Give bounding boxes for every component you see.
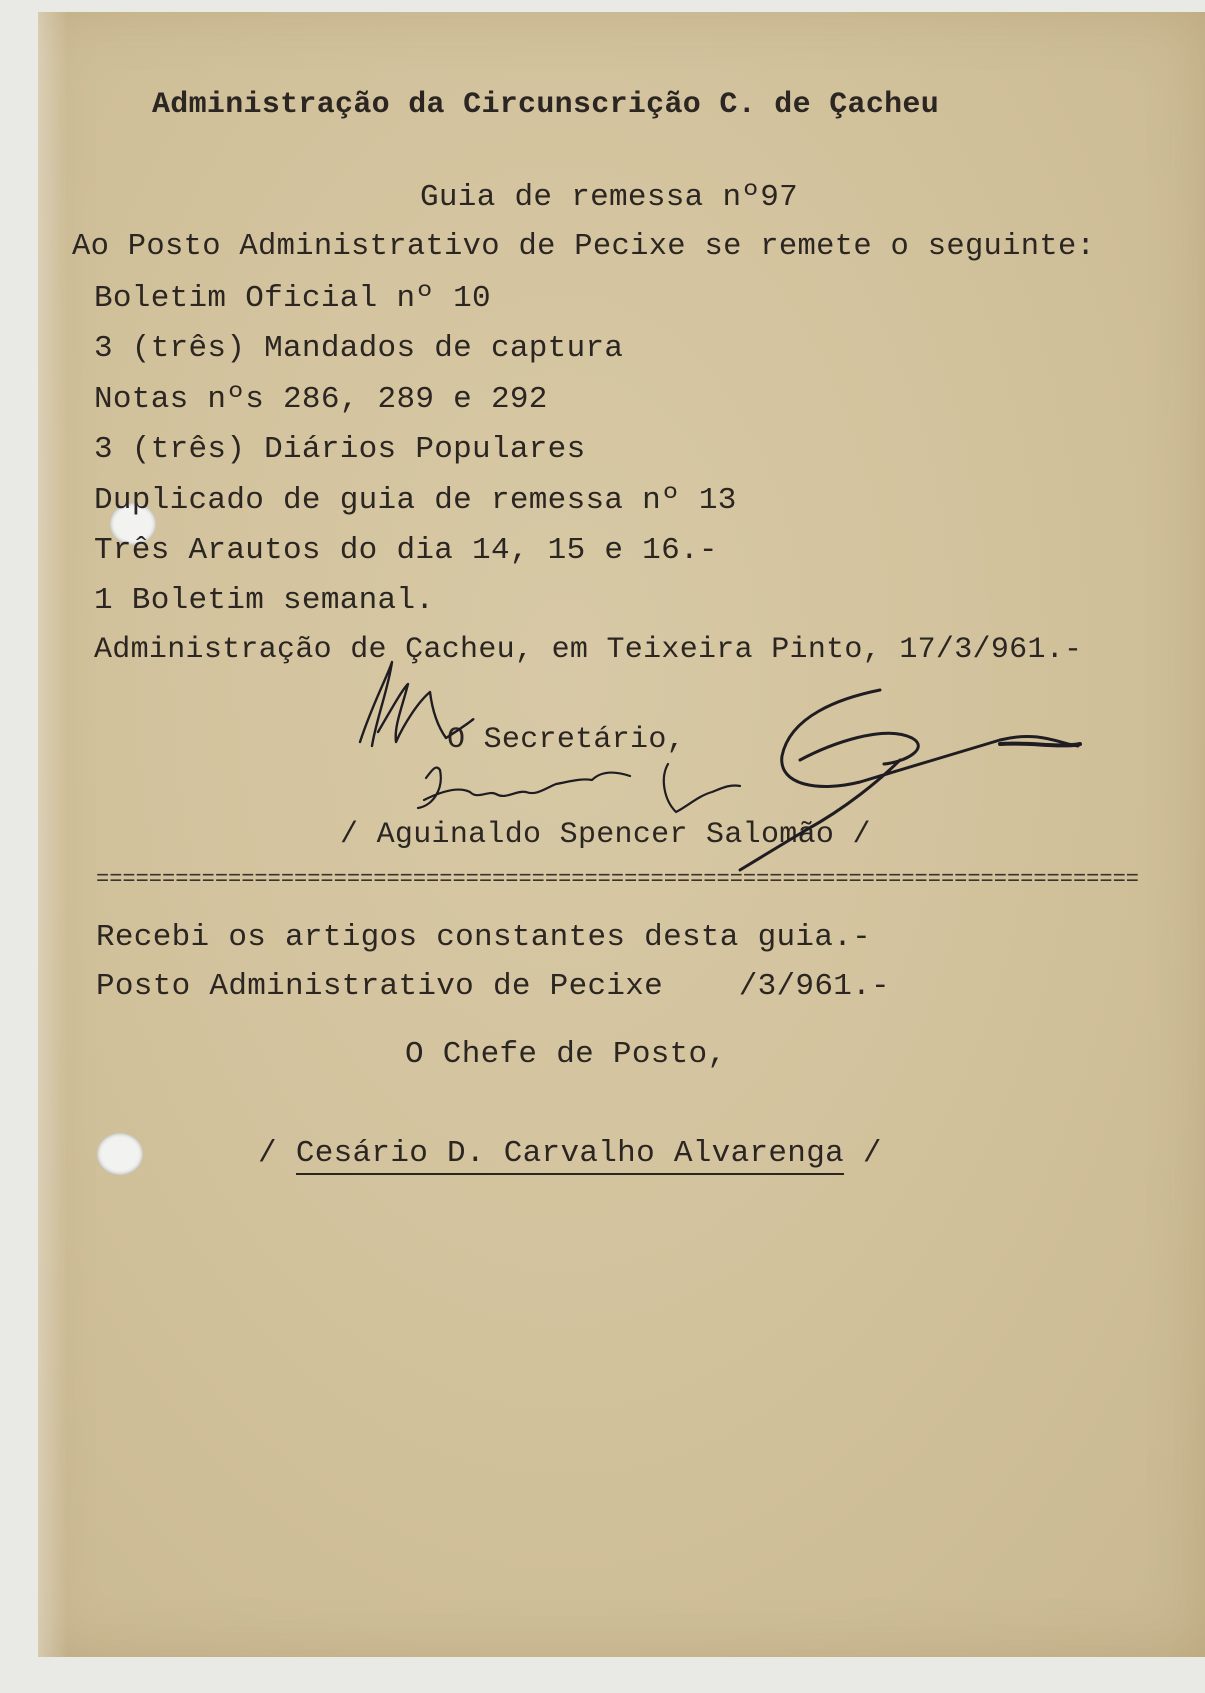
paper-edge-highlight (38, 12, 68, 1657)
signatory-slash-open: / (258, 1136, 296, 1171)
signatory-name: Cesário D. Carvalho Alvarenga (296, 1136, 844, 1175)
issue-place-date: Administração de Çacheu, em Teixeira Pinto, 17/3/961.- (94, 633, 1083, 667)
receipt-statement: Recebi os artigos constantes desta guia.- (96, 920, 872, 955)
list-item: Notas nºs 286, 289 e 292 (94, 382, 548, 417)
post-chief-signatory (258, 1136, 882, 1171)
list-item: Duplicado de guia de remessa nº 13 (94, 483, 737, 518)
signatory-slash-close: / (844, 1136, 882, 1171)
list-item: Boletim Oficial nº 10 (94, 281, 491, 316)
receipt-place-date: Posto Administrativo de Pecixe /3/961.- (96, 969, 890, 1004)
guide-number: Guia de remessa nº97 (420, 180, 799, 215)
list-item: 3 (três) Mandados de captura (94, 331, 624, 366)
secretary-role: O Secretário, (447, 723, 685, 757)
addressee-line: Ao Posto Administrativo de Pecixe se remete o seguinte: (72, 230, 1096, 264)
secretary-signatory: / Aguinaldo Spencer Salomão / (340, 818, 871, 852)
list-item: 3 (três) Diários Populares (94, 432, 586, 467)
list-item: Três Arautos do dia 14, 15 e 16.- (94, 533, 718, 568)
punch-hole (97, 1133, 143, 1175)
post-chief-role: O Chefe de Posto, (405, 1037, 727, 1072)
section-separator: =============================================================================== (96, 873, 1139, 887)
document-header: Administração da Circunscrição C. de Çacheu (152, 88, 940, 122)
list-item: 1 Boletim semanal. (94, 583, 435, 618)
